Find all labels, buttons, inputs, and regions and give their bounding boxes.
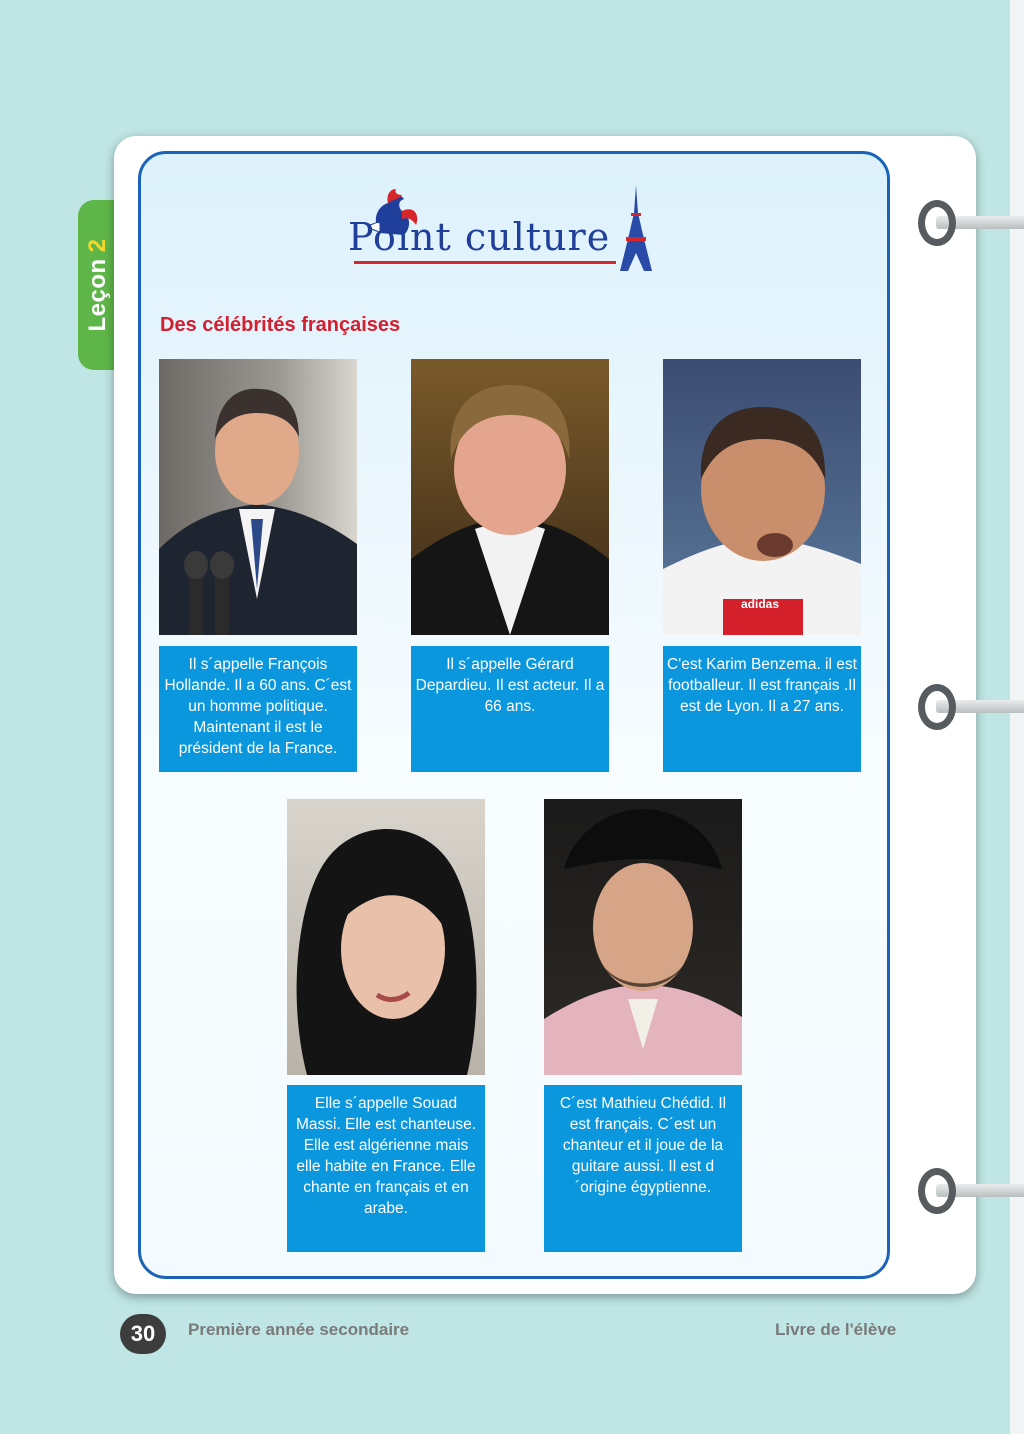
binder-ring-icon [918,1168,954,1212]
point-culture-logo [340,185,660,275]
people-2-caption: C'est Karim Benzema. il est footballeur. Il est français .Il est de Lyon. Il a 27 ans. [663,646,861,772]
lesson-tab [78,200,118,370]
people-4-caption: C´est Mathieu Chédid. Il est français. C´est un chanteur et il joue de la guitare aussi. Il est d´origine égyptienne. [544,1085,742,1252]
karim-benzema-photo-icon [663,359,861,635]
people-3-photo [287,799,485,1075]
people-4-photo [544,799,742,1075]
lesson-tab-word: Leçon [84,258,111,332]
people-0-photo [159,359,357,635]
people-0-caption: Il s´appelle François Hollande. Il a 60 ans. C´est un homme politique. Maintenant il est le président de la France. [159,646,357,772]
francois-hollande-photo-icon [159,359,357,635]
people-1-caption: Il s´appelle Gérard Depardieu. Il est acteur. Il a 66 ans. [411,646,609,772]
souad-massi-photo-icon [287,799,485,1075]
binder-ring-icon [918,684,954,728]
footer-grade-label: Première année secondaire [188,1320,410,1339]
binder-ring-icon [918,200,954,244]
shirt-logo-text: adidas [741,597,780,611]
page-number: 30 [120,1314,166,1354]
people-2-photo [663,359,861,635]
lesson-tab-number: 2 [84,238,111,253]
gerard-depardieu-photo-icon [411,359,609,635]
people-1-photo [411,359,609,635]
people-3-caption: Elle s´appelle Souad Massi. Elle est chanteuse. Elle est algérienne mais elle habite en France. Elle chante en français et en arabe. [287,1085,485,1252]
eiffel-tower-icon [616,183,656,275]
logo-underline [354,261,616,264]
section-heading: Des célébrités françaises [160,314,401,336]
logo-title: Point culture [348,215,611,259]
footer-book-label: Livre de l'élève [775,1320,897,1339]
mathieu-chedid-photo-icon [544,799,742,1075]
